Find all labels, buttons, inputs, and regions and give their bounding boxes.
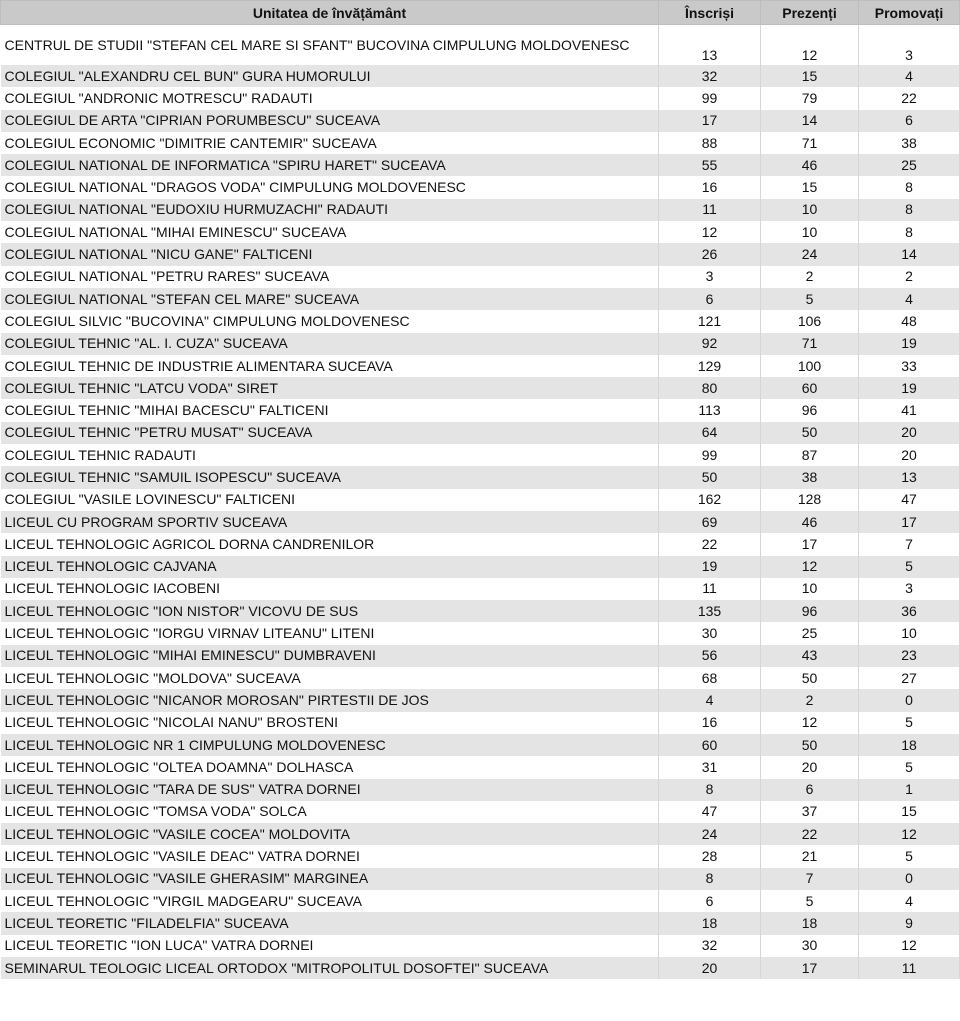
cell-present: 21 [761, 845, 859, 867]
table-row [1, 25, 960, 66]
cell-unit: LICEUL TEHNOLOGIC "NICANOR MOROSAN" PIRTESTII DE JOS [1, 689, 659, 711]
cell-enrolled: 11 [659, 199, 761, 221]
table-row [1, 288, 960, 310]
cell-present: 46 [761, 154, 859, 176]
cell-enrolled: 47 [659, 801, 761, 823]
cell-enrolled: 68 [659, 667, 761, 689]
cell-enrolled: 135 [659, 600, 761, 622]
cell-passed: 25 [859, 154, 960, 176]
table-row [1, 890, 960, 912]
cell-present: 71 [761, 132, 859, 154]
cell-passed: 13 [859, 466, 960, 488]
cell-enrolled: 56 [659, 645, 761, 667]
table-row [1, 779, 960, 801]
cell-passed: 5 [859, 845, 960, 867]
cell-enrolled: 12 [659, 221, 761, 243]
cell-present: 24 [761, 243, 859, 265]
cell-present: 17 [761, 957, 859, 979]
table-row [1, 221, 960, 243]
cell-passed: 41 [859, 399, 960, 421]
cell-enrolled: 8 [659, 779, 761, 801]
cell-present: 12 [761, 712, 859, 734]
table-row [1, 243, 960, 265]
cell-passed: 27 [859, 667, 960, 689]
cell-enrolled: 17 [659, 110, 761, 132]
cell-enrolled: 60 [659, 734, 761, 756]
cell-passed: 48 [859, 310, 960, 332]
cell-present: 106 [761, 310, 859, 332]
cell-unit: COLEGIUL "ANDRONIC MOTRESCU" RADAUTI [1, 87, 659, 109]
table-row [1, 199, 960, 221]
cell-passed: 19 [859, 377, 960, 399]
cell-passed: 4 [859, 890, 960, 912]
cell-enrolled: 121 [659, 310, 761, 332]
table-row [1, 355, 960, 377]
cell-enrolled: 69 [659, 511, 761, 533]
cell-present: 18 [761, 912, 859, 934]
header-present: Prezenți [761, 1, 859, 25]
cell-unit: LICEUL TEORETIC "FILADELFIA" SUCEAVA [1, 912, 659, 934]
cell-enrolled: 113 [659, 399, 761, 421]
cell-present: 5 [761, 288, 859, 310]
cell-passed: 3 [859, 25, 960, 66]
cell-enrolled: 18 [659, 912, 761, 934]
table-row [1, 600, 960, 622]
cell-enrolled: 24 [659, 823, 761, 845]
cell-enrolled: 64 [659, 422, 761, 444]
cell-enrolled: 99 [659, 87, 761, 109]
cell-passed: 17 [859, 511, 960, 533]
cell-unit: LICEUL TEHNOLOGIC "MIHAI EMINESCU" DUMBRAVENI [1, 645, 659, 667]
table-row [1, 466, 960, 488]
table-row [1, 845, 960, 867]
table-row [1, 734, 960, 756]
cell-unit: COLEGIUL NATIONAL "PETRU RARES" SUCEAVA [1, 266, 659, 288]
cell-present: 14 [761, 110, 859, 132]
cell-enrolled: 16 [659, 712, 761, 734]
cell-unit: LICEUL TEHNOLOGIC "VASILE GHERASIM" MARGINEA [1, 868, 659, 890]
cell-enrolled: 129 [659, 355, 761, 377]
cell-passed: 5 [859, 756, 960, 778]
header-unit: Unitatea de învățământ [1, 1, 659, 25]
cell-enrolled: 28 [659, 845, 761, 867]
table-row [1, 176, 960, 198]
cell-enrolled: 80 [659, 377, 761, 399]
cell-enrolled: 22 [659, 533, 761, 555]
cell-present: 10 [761, 578, 859, 600]
table-row [1, 622, 960, 644]
cell-present: 12 [761, 25, 859, 66]
cell-unit: LICEUL TEHNOLOGIC AGRICOL DORNA CANDRENILOR [1, 533, 659, 555]
cell-present: 37 [761, 801, 859, 823]
cell-unit: LICEUL TEHNOLOGIC "VIRGIL MADGEARU" SUCEAVA [1, 890, 659, 912]
cell-passed: 20 [859, 422, 960, 444]
cell-present: 96 [761, 399, 859, 421]
cell-unit: COLEGIUL TEHNIC "PETRU MUSAT" SUCEAVA [1, 422, 659, 444]
cell-present: 46 [761, 511, 859, 533]
cell-passed: 5 [859, 556, 960, 578]
cell-enrolled: 20 [659, 957, 761, 979]
cell-unit: LICEUL TEHNOLOGIC "VASILE COCEA" MOLDOVITA [1, 823, 659, 845]
table-row [1, 266, 960, 288]
cell-present: 50 [761, 734, 859, 756]
cell-passed: 11 [859, 957, 960, 979]
cell-unit: LICEUL TEHNOLOGIC "IORGU VIRNAV LITEANU" LITENI [1, 622, 659, 644]
cell-passed: 1 [859, 779, 960, 801]
table-row [1, 489, 960, 511]
cell-enrolled: 99 [659, 444, 761, 466]
cell-enrolled: 19 [659, 556, 761, 578]
cell-unit: COLEGIUL TEHNIC RADAUTI [1, 444, 659, 466]
cell-unit: COLEGIUL SILVIC "BUCOVINA" CIMPULUNG MOLDOVENESC [1, 310, 659, 332]
cell-present: 22 [761, 823, 859, 845]
cell-unit: COLEGIUL "VASILE LOVINESCU" FALTICENI [1, 489, 659, 511]
cell-unit: LICEUL TEHNOLOGIC "OLTEA DOAMNA" DOLHASCA [1, 756, 659, 778]
cell-present: 10 [761, 199, 859, 221]
cell-present: 87 [761, 444, 859, 466]
cell-unit: COLEGIUL NATIONAL "NICU GANE" FALTICENI [1, 243, 659, 265]
table-row [1, 645, 960, 667]
cell-unit: LICEUL TEHNOLOGIC "VASILE DEAC" VATRA DORNEI [1, 845, 659, 867]
cell-present: 17 [761, 533, 859, 555]
cell-present: 96 [761, 600, 859, 622]
table-row [1, 957, 960, 979]
cell-enrolled: 31 [659, 756, 761, 778]
cell-present: 25 [761, 622, 859, 644]
cell-unit: LICEUL TEHNOLOGIC IACOBENI [1, 578, 659, 600]
cell-unit: COLEGIUL NATIONAL DE INFORMATICA "SPIRU HARET" SUCEAVA [1, 154, 659, 176]
header-row [1, 1, 960, 25]
cell-present: 6 [761, 779, 859, 801]
cell-passed: 20 [859, 444, 960, 466]
table-row [1, 868, 960, 890]
cell-enrolled: 92 [659, 333, 761, 355]
table-row [1, 935, 960, 957]
cell-present: 2 [761, 266, 859, 288]
cell-unit: LICEUL TEORETIC "ION LUCA" VATRA DORNEI [1, 935, 659, 957]
cell-enrolled: 162 [659, 489, 761, 511]
cell-present: 100 [761, 355, 859, 377]
table-row [1, 399, 960, 421]
cell-unit: COLEGIUL TEHNIC "LATCU VODA" SIRET [1, 377, 659, 399]
cell-unit: COLEGIUL ECONOMIC "DIMITRIE CANTEMIR" SUCEAVA [1, 132, 659, 154]
cell-passed: 3 [859, 578, 960, 600]
cell-passed: 0 [859, 868, 960, 890]
cell-passed: 23 [859, 645, 960, 667]
cell-unit: CENTRUL DE STUDII "STEFAN CEL MARE SI SFANT" BUCOVINA CIMPULUNG MOLDOVENESC [1, 25, 659, 66]
table-row [1, 444, 960, 466]
cell-enrolled: 6 [659, 890, 761, 912]
table-row [1, 310, 960, 332]
cell-unit: LICEUL TEHNOLOGIC "NICOLAI NANU" BROSTENI [1, 712, 659, 734]
cell-enrolled: 3 [659, 266, 761, 288]
table-row [1, 801, 960, 823]
cell-enrolled: 50 [659, 466, 761, 488]
cell-passed: 8 [859, 199, 960, 221]
cell-present: 15 [761, 176, 859, 198]
cell-passed: 15 [859, 801, 960, 823]
table-row [1, 132, 960, 154]
cell-present: 60 [761, 377, 859, 399]
table-row [1, 689, 960, 711]
cell-passed: 9 [859, 912, 960, 934]
cell-passed: 6 [859, 110, 960, 132]
cell-unit: COLEGIUL "ALEXANDRU CEL BUN" GURA HUMORULUI [1, 65, 659, 87]
cell-present: 38 [761, 466, 859, 488]
cell-unit: LICEUL TEHNOLOGIC NR 1 CIMPULUNG MOLDOVENESC [1, 734, 659, 756]
cell-passed: 14 [859, 243, 960, 265]
table-row [1, 377, 960, 399]
cell-passed: 2 [859, 266, 960, 288]
cell-passed: 19 [859, 333, 960, 355]
cell-passed: 4 [859, 288, 960, 310]
table-row [1, 667, 960, 689]
cell-enrolled: 32 [659, 935, 761, 957]
cell-passed: 5 [859, 712, 960, 734]
cell-unit: COLEGIUL TEHNIC "AL. I. CUZA" SUCEAVA [1, 333, 659, 355]
cell-present: 50 [761, 422, 859, 444]
cell-unit: COLEGIUL TEHNIC "SAMUIL ISOPESCU" SUCEAVA [1, 466, 659, 488]
cell-present: 43 [761, 645, 859, 667]
cell-enrolled: 16 [659, 176, 761, 198]
cell-enrolled: 32 [659, 65, 761, 87]
table-row [1, 422, 960, 444]
cell-present: 20 [761, 756, 859, 778]
table-row [1, 556, 960, 578]
table-row [1, 712, 960, 734]
cell-enrolled: 4 [659, 689, 761, 711]
table-row [1, 110, 960, 132]
header-enrolled: Înscriși [659, 1, 761, 25]
cell-unit: COLEGIUL NATIONAL "EUDOXIU HURMUZACHI" RADAUTI [1, 199, 659, 221]
cell-unit: LICEUL TEHNOLOGIC "TARA DE SUS" VATRA DORNEI [1, 779, 659, 801]
cell-present: 7 [761, 868, 859, 890]
cell-unit: COLEGIUL TEHNIC DE INDUSTRIE ALIMENTARA SUCEAVA [1, 355, 659, 377]
cell-passed: 7 [859, 533, 960, 555]
cell-unit: SEMINARUL TEOLOGIC LICEAL ORTODOX "MITROPOLITUL DOSOFTEI" SUCEAVA [1, 957, 659, 979]
cell-enrolled: 13 [659, 25, 761, 66]
cell-passed: 4 [859, 65, 960, 87]
cell-unit: COLEGIUL NATIONAL "MIHAI EMINESCU" SUCEAVA [1, 221, 659, 243]
cell-unit: COLEGIUL TEHNIC "MIHAI BACESCU" FALTICENI [1, 399, 659, 421]
cell-passed: 22 [859, 87, 960, 109]
cell-enrolled: 11 [659, 578, 761, 600]
cell-passed: 38 [859, 132, 960, 154]
cell-passed: 12 [859, 935, 960, 957]
table-row [1, 912, 960, 934]
table-row [1, 154, 960, 176]
cell-passed: 8 [859, 221, 960, 243]
cell-present: 71 [761, 333, 859, 355]
cell-present: 15 [761, 65, 859, 87]
cell-unit: COLEGIUL NATIONAL "STEFAN CEL MARE" SUCEAVA [1, 288, 659, 310]
cell-passed: 36 [859, 600, 960, 622]
cell-passed: 33 [859, 355, 960, 377]
cell-passed: 18 [859, 734, 960, 756]
cell-passed: 47 [859, 489, 960, 511]
cell-enrolled: 55 [659, 154, 761, 176]
cell-present: 128 [761, 489, 859, 511]
cell-passed: 10 [859, 622, 960, 644]
cell-passed: 12 [859, 823, 960, 845]
cell-enrolled: 26 [659, 243, 761, 265]
cell-present: 2 [761, 689, 859, 711]
cell-present: 79 [761, 87, 859, 109]
table-row [1, 578, 960, 600]
cell-enrolled: 8 [659, 868, 761, 890]
table-row [1, 87, 960, 109]
cell-present: 30 [761, 935, 859, 957]
cell-enrolled: 30 [659, 622, 761, 644]
cell-unit: LICEUL TEHNOLOGIC "MOLDOVA" SUCEAVA [1, 667, 659, 689]
table-row [1, 823, 960, 845]
cell-unit: LICEUL TEHNOLOGIC "TOMSA VODA" SOLCA [1, 801, 659, 823]
table-row [1, 511, 960, 533]
cell-present: 10 [761, 221, 859, 243]
cell-unit: COLEGIUL NATIONAL "DRAGOS VODA" CIMPULUNG MOLDOVENESC [1, 176, 659, 198]
table-row [1, 333, 960, 355]
cell-enrolled: 88 [659, 132, 761, 154]
cell-enrolled: 6 [659, 288, 761, 310]
cell-passed: 8 [859, 176, 960, 198]
table-row [1, 65, 960, 87]
cell-passed: 0 [859, 689, 960, 711]
table-row [1, 756, 960, 778]
cell-present: 5 [761, 890, 859, 912]
cell-unit: LICEUL TEHNOLOGIC "ION NISTOR" VICOVU DE SUS [1, 600, 659, 622]
cell-present: 12 [761, 556, 859, 578]
cell-unit: LICEUL CU PROGRAM SPORTIV SUCEAVA [1, 511, 659, 533]
cell-present: 50 [761, 667, 859, 689]
cell-unit: LICEUL TEHNOLOGIC CAJVANA [1, 556, 659, 578]
table-row [1, 533, 960, 555]
cell-unit: COLEGIUL DE ARTA "CIPRIAN PORUMBESCU" SUCEAVA [1, 110, 659, 132]
header-passed: Promovați [859, 1, 960, 25]
